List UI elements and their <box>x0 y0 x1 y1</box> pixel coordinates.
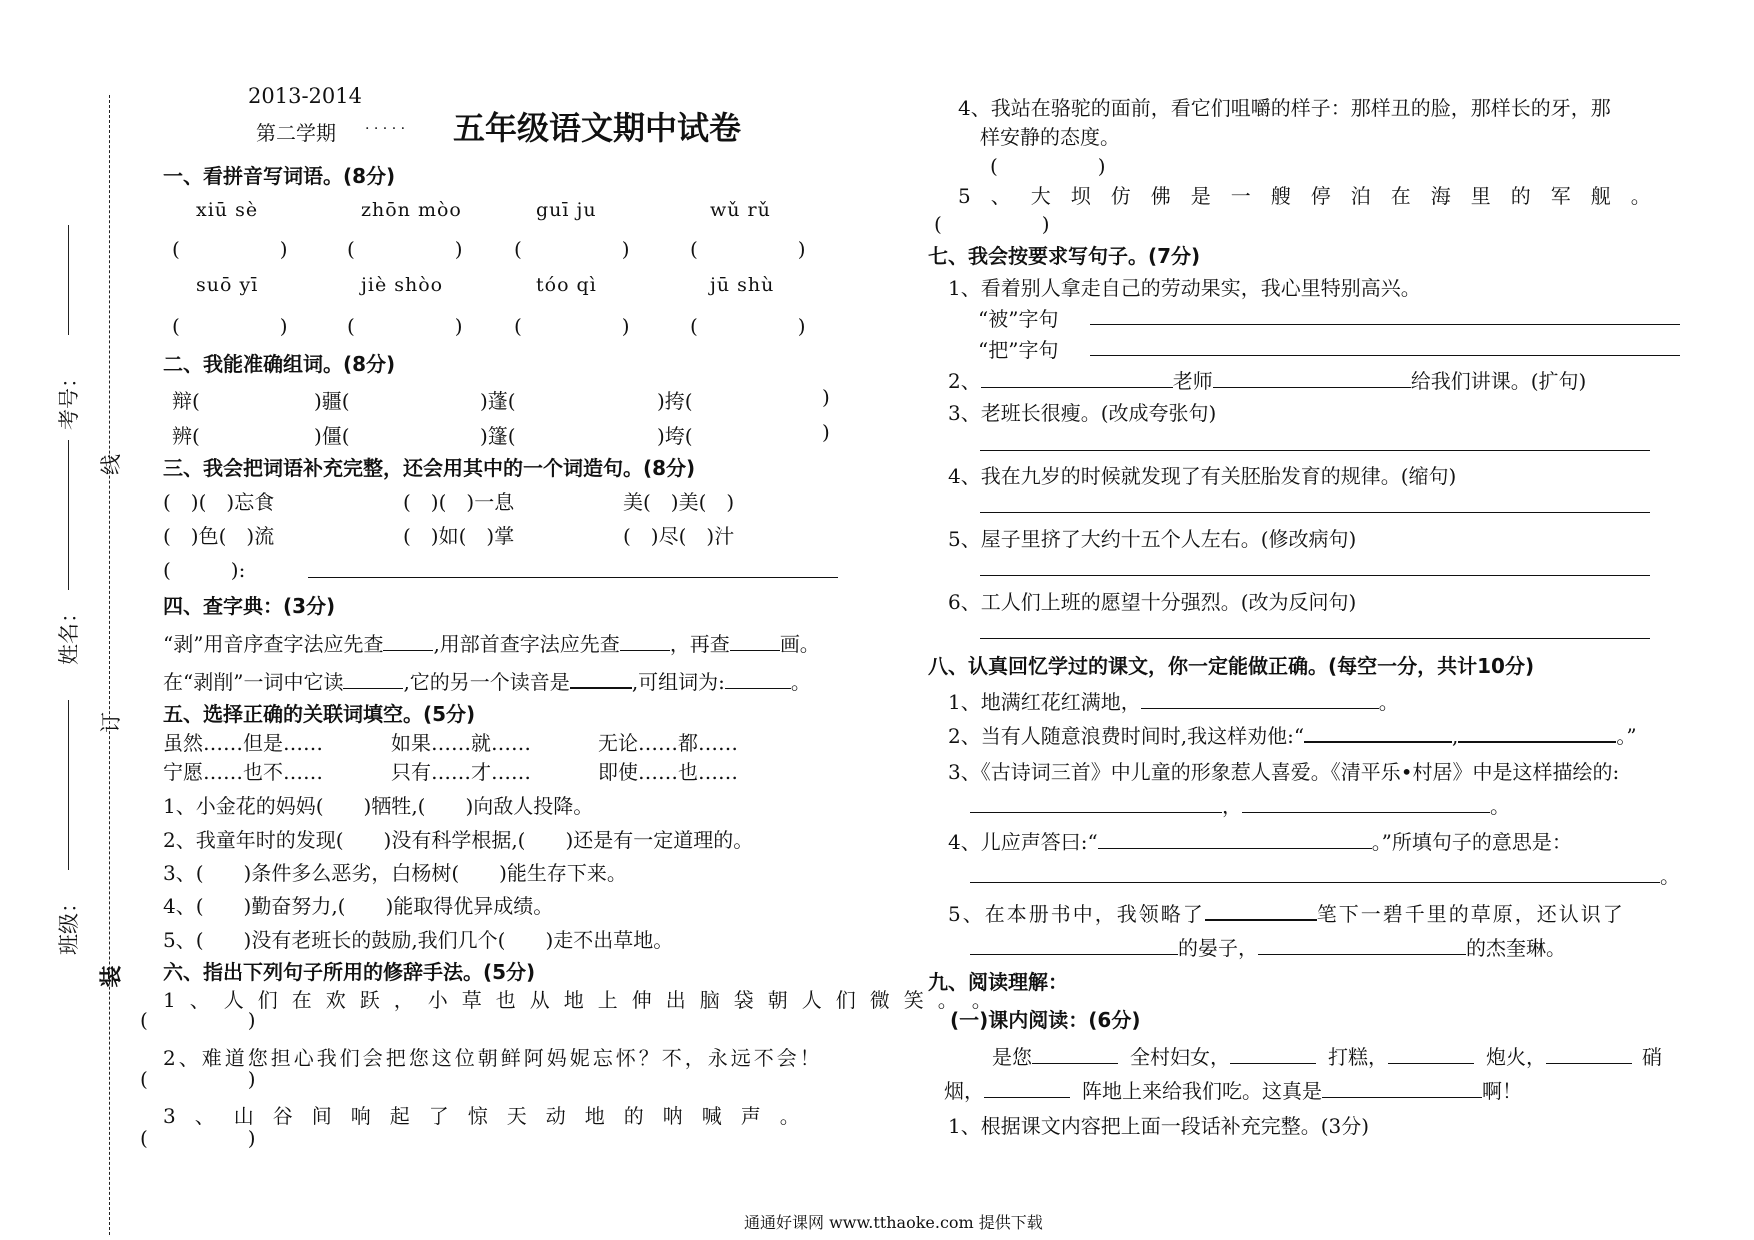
answer-blank[interactable] <box>1458 720 1616 743</box>
answer-blank[interactable] <box>570 666 632 689</box>
answer-blank[interactable]: ( ) <box>514 314 630 338</box>
page-title: 五年级语文期中试卷 <box>453 109 742 147</box>
recall-question-4: 4、儿应声答曰:“ 。”所填句子的意思是： <box>948 826 1572 855</box>
conjunction-question-5: 5、( )没有老班长的鼓励,我们几个( )走不出草地。 <box>163 928 674 952</box>
zuci-item: )垮( <box>657 424 693 448</box>
recall-question-2: 2、当有人随意浪费时间时,我这样劝他:“ , 。” <box>948 720 1637 749</box>
pinyin-item: guī ju <box>536 199 597 221</box>
dictionary-line-1: “剥”用音序查字法应先查 ,用部首查字法应先查 ，再查 画。 <box>163 628 820 657</box>
answer-blank[interactable] <box>970 933 1178 955</box>
answer-blank[interactable] <box>970 861 1660 883</box>
zuci-item: )挎( <box>657 389 693 413</box>
conjunction-option: 无论……都…… <box>598 731 738 755</box>
section-7-heading: 七、我会按要求写句子。(7分) <box>928 244 1201 268</box>
rhetoric-answer-5[interactable]: ( ) <box>934 212 1050 236</box>
rhetoric-question-3: 3、山谷间响起了惊天动地的呐喊声。 <box>163 1104 819 1128</box>
section-6-heading: 六、指出下列句子所用的修辞手法。(5分) <box>163 960 536 984</box>
zuci-item: 辩( <box>172 389 200 413</box>
answer-blank[interactable] <box>1388 1042 1474 1064</box>
answer-blank[interactable]: ( ) <box>690 314 806 338</box>
chengyu-item: ( )如( )掌 <box>403 524 515 548</box>
reading-passage-line-1: 是您 全村妇女， 打糕， 炮火， 硝 <box>992 1041 1662 1070</box>
pinyin-item: jiè shòo <box>361 274 444 296</box>
conjunction-question-1: 1、小金花的妈妈( )牺牲,( )向敌人投降。 <box>163 794 594 818</box>
conjunction-option: 宁愿……也不…… <box>163 760 323 784</box>
conjunction-option: 即使……也…… <box>598 760 738 784</box>
recall-question-4-answer: 。 <box>970 860 1680 889</box>
pinyin-item: tóo qì <box>536 274 597 296</box>
xingming-line <box>68 440 69 590</box>
answer-blank[interactable] <box>1230 1042 1316 1064</box>
zaoju-prefix: ( ): <box>163 558 246 582</box>
chengyu-item: ( )( )忘食 <box>163 490 275 514</box>
banji-line <box>68 700 69 870</box>
sentence-question-3: 3、老班长很瘦。(改成夸张句) <box>948 401 1217 425</box>
answer-blank[interactable] <box>620 629 670 651</box>
sentence-answer-line-5[interactable] <box>980 575 1650 576</box>
zuci-item: ) <box>822 420 830 444</box>
answer-blank[interactable]: ( ) <box>514 237 630 261</box>
zuci-item: )篷( <box>480 424 516 448</box>
title-dots: . . . . . <box>365 117 406 133</box>
section-8-heading: 八、认真回忆学过的课文，你一定能做正确。(每空一分，共计10分) <box>928 654 1535 678</box>
zuci-item: ) <box>822 385 830 409</box>
ding-label: 订 <box>99 712 123 733</box>
rhetoric-question-1: 1、人们在欢跃，小草也从地上伸出脑袋朝人们微笑。 。 <box>163 988 1006 1012</box>
rhetoric-answer-3[interactable]: ( ) <box>140 1126 256 1150</box>
zhuang-label: 装 <box>99 965 125 988</box>
answer-blank[interactable] <box>1141 687 1379 709</box>
answer-blank[interactable] <box>1213 366 1411 388</box>
section-2-heading: 二、我能准确组词。(8分) <box>163 352 396 376</box>
sentence-question-1: 1、看着别人拿走自己的劳动果实，我心里特别高兴。 <box>948 276 1421 300</box>
recall-question-3: 3、《古诗词三首》中儿童的形象惹人喜爱。《清平乐•村居》中是这样描绘的: <box>948 760 1620 784</box>
zaoju-row <box>163 554 245 583</box>
recall-question-5b: 的晏子， 的杰奎琳。 <box>970 932 1566 961</box>
answer-blank[interactable] <box>730 629 780 651</box>
recall-question-1: 1、地满红花红满地， 。 <box>948 686 1399 715</box>
sentence-answer-line-3[interactable] <box>980 450 1650 451</box>
chengyu-item: ( )色( )流 <box>163 524 275 548</box>
zuci-item: )疆( <box>314 389 350 413</box>
answer-blank[interactable] <box>1322 1076 1482 1098</box>
sentence-answer-line-4[interactable] <box>980 512 1650 513</box>
conjunction-option: 如果……就…… <box>391 731 531 755</box>
conjunction-question-4: 4、( )勤奋努力,( )能取得优异成绩。 <box>163 894 554 918</box>
section-9-subheading: (一)课内阅读：(6分) <box>950 1008 1141 1032</box>
exam-term: 第二学期 <box>256 121 336 145</box>
zuci-item: )僵( <box>314 424 350 448</box>
answer-blank[interactable] <box>1242 791 1490 813</box>
reading-passage-line-2: 烟， 阵地上来给我们吃。这真是 啊！ <box>944 1075 1522 1104</box>
answer-blank[interactable]: ( ) <box>690 237 806 261</box>
pinyin-item: wǔ rǔ <box>710 199 771 221</box>
zuci-item: 辨( <box>172 424 200 448</box>
section-9-heading: 九、阅读理解： <box>928 970 1068 994</box>
answer-blank[interactable] <box>1546 1042 1632 1064</box>
chengyu-item: ( )( )一息 <box>403 490 515 514</box>
answer-blank[interactable] <box>981 366 1173 388</box>
answer-blank[interactable] <box>984 1076 1070 1098</box>
chengyu-item: 美( )美( ) <box>623 490 735 514</box>
rhetoric-answer-4[interactable]: ( ) <box>990 154 1106 178</box>
chengyu-item: ( )尽( )汁 <box>623 524 735 548</box>
xian-label: 线 <box>99 454 123 475</box>
zaoju-answer-line[interactable] <box>308 577 838 578</box>
conjunction-question-2: 2、我童年时的发现( )没有科学根据,( )还是有一定道理的。 <box>163 828 754 852</box>
sentence-question-2: 2、 老师 给我们讲课。(扩句) <box>948 365 1586 394</box>
reading-question-1: 1、根据课文内容把上面一段话补充完整。(3分) <box>948 1114 1370 1138</box>
bei-sentence-label: “被”字句 <box>978 307 1059 331</box>
conjunction-option: 虽然……但是…… <box>163 731 323 755</box>
answer-blank[interactable]: ( ) <box>347 237 463 261</box>
ba-sentence-label: “把”字句 <box>978 338 1059 362</box>
rhetoric-question-4a: 4、我站在骆驼的面前，看它们咀嚼的样子：那样丑的脸，那样长的牙，那 <box>958 96 1611 120</box>
section-5-heading: 五、选择正确的关联词填空。(5分) <box>163 702 476 726</box>
sentence-question-6: 6、工人们上班的愿望十分强烈。(改为反问句) <box>948 590 1357 614</box>
section-3-heading: 三、我会把词语补充完整，还会用其中的一个词造句。(8分) <box>163 456 696 480</box>
recall-question-5: 5、在本册书中，我领略了 笔下一碧千里的草原，还认识了 <box>948 898 1625 927</box>
banji-label: 班级： <box>57 892 81 955</box>
answer-blank[interactable] <box>1098 827 1372 849</box>
ba-answer-line[interactable] <box>1090 355 1680 356</box>
rhetoric-question-5: 5、大坝仿佛是一艘停泊在海里的军舰。 <box>958 184 1671 208</box>
answer-blank[interactable] <box>725 667 791 689</box>
answer-blank[interactable] <box>1032 1042 1118 1064</box>
pinyin-item: zhōn mòo <box>361 199 462 221</box>
dictionary-line-2: 在“剥削”一词中它读 ,它的另一个读音是 ,可组词为: 。 <box>163 666 811 695</box>
conjunction-question-3: 3、( )条件多么恶劣，白杨树( )能生存下来。 <box>163 861 627 885</box>
rhetoric-answer-2[interactable]: ( ) <box>140 1067 256 1091</box>
answer-blank[interactable] <box>1205 898 1317 921</box>
rhetoric-answer-1[interactable]: ( ) <box>140 1008 256 1032</box>
section-4-heading: 四、查字典：(3分) <box>163 594 336 618</box>
answer-blank[interactable] <box>970 791 1222 813</box>
answer-blank[interactable] <box>1258 933 1466 955</box>
xingming-label: 姓名： <box>57 602 81 665</box>
rhetoric-question-4b: 样安静的态度。 <box>980 125 1120 149</box>
sentence-answer-line-6[interactable] <box>980 638 1650 639</box>
sentence-question-5: 5、屋子里挤了大约十五个人左右。(修改病句) <box>948 527 1357 551</box>
recall-question-3-answers: ， 。 <box>970 790 1510 819</box>
pinyin-item: jū shù <box>710 274 775 296</box>
answer-blank[interactable]: ( ) <box>172 237 288 261</box>
answer-blank[interactable] <box>343 667 403 689</box>
zuci-item: )蓬( <box>480 389 516 413</box>
exam-year: 2013-2014 <box>248 84 362 108</box>
footer-credit: 通通好课网 www.tthaoke.com 提供下载 <box>744 1213 1043 1232</box>
rhetoric-question-2: 2、难道您担心我们会把您这位朝鲜阿妈妮忘怀？不，永远不会！ <box>163 1046 823 1070</box>
pinyin-item: suō yī <box>196 274 259 296</box>
answer-blank[interactable]: ( ) <box>172 314 288 338</box>
binding-dashed-line <box>109 95 110 1235</box>
sentence-question-4: 4、我在九岁的时候就发现了有关胚胎发育的规律。(缩句) <box>948 464 1457 488</box>
bei-answer-line[interactable] <box>1090 324 1680 325</box>
pinyin-item: xiū sè <box>196 199 259 221</box>
conjunction-option: 只有……才…… <box>391 760 531 784</box>
answer-blank[interactable] <box>1304 720 1452 743</box>
answer-blank[interactable] <box>383 629 433 651</box>
answer-blank[interactable]: ( ) <box>347 314 463 338</box>
kaohao-line <box>68 225 69 335</box>
kaohao-label: 考号： <box>57 367 81 430</box>
section-1-heading: 一、看拼音写词语。(8分) <box>163 164 396 188</box>
